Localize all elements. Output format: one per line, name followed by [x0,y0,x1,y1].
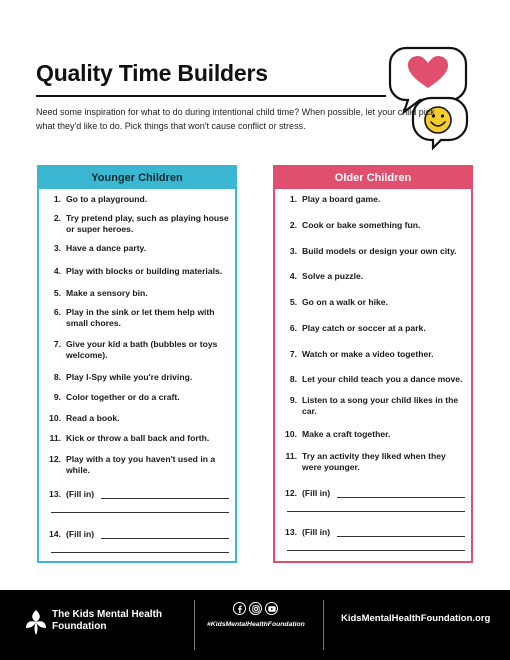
list-item: 2. Cook or bake something fun. [289,220,421,230]
footer [0,590,510,660]
fill-in-item: 13. (Fill in) [285,527,331,537]
page-title: Quality Time Builders [36,60,268,86]
list-item: 8. Play I-Spy while you're driving. [53,372,193,382]
fill-in-line[interactable] [51,552,229,553]
younger-children-heading: Younger Children [39,167,235,189]
list-item: 5. Go on a walk or hike. [289,297,388,307]
list-item: 9. Color together or do a craft. [53,392,180,402]
older-children-heading: Older Children [275,167,471,189]
list-item: 3. Build models or design your own city. [289,246,457,256]
list-item: 2. Try pretend play, such as playing house or super heroes. [53,213,229,234]
older-children-list [273,165,473,563]
organization-name: The Kids Mental Health Foundation [52,609,163,632]
footer-divider [323,600,324,650]
fill-in-line[interactable] [287,550,465,551]
list-item: 11. Try an activity they liked when they were younger. [285,451,446,472]
fill-in-item: 13. (Fill in) [49,489,95,499]
list-item: 12. Play with a toy you haven't used in a while. [49,454,216,475]
list-item: 6. Play in the sink or let them help with small chores. [53,307,215,328]
foundation-logo-icon [24,608,48,636]
facebook-icon[interactable] [233,602,246,615]
list-item: 4. Play with blocks or building materials. [53,266,223,276]
fill-in-line[interactable] [337,497,465,498]
list-item: 11. Kick or throw a ball back and forth. [49,433,210,443]
list-item: 3. Have a dance party. [53,243,147,253]
list-item: 5. Make a sensory bin. [53,288,148,298]
younger-children-list [37,165,237,563]
title-underline [36,95,386,97]
hashtag: #KidsMentalHealthFoundation [207,621,305,628]
fill-in-line[interactable] [101,498,229,499]
list-item: 1. Go to a playground. [53,194,148,204]
chat-bubbles-illustration [376,40,476,150]
list-item: 7. Watch or make a video together. [289,349,434,359]
intro-paragraph: Need some inspiration for what to do during intentional child time? When possible, let your child pick what they'd like to do. Pick things that won't cause conflict or stress. [36,107,435,131]
social-links [233,602,278,615]
fill-in-line[interactable] [51,512,229,513]
list-item: 10. Read a book. [49,413,120,423]
list-item: 10. Make a craft together. [285,429,391,439]
list-item: 6. Play catch or soccer at a park. [289,323,426,333]
youtube-icon[interactable] [265,602,278,615]
fill-in-line[interactable] [101,538,229,539]
list-item: 9. Listen to a song your child likes in the car. [289,395,459,416]
website-link[interactable]: KidsMentalHealthFoundation.org [341,613,491,624]
list-item: 8. Let your child teach you a dance move. [289,374,463,384]
fill-in-item: 14. (Fill in) [49,529,95,539]
fill-in-item: 12. (Fill in) [285,488,331,498]
list-item: 4. Solve a puzzle. [289,271,364,281]
footer-divider [194,600,195,650]
fill-in-line[interactable] [337,536,465,537]
list-item: 7. Give your kid a bath (bubbles or toys welcome). [53,339,218,360]
fill-in-line[interactable] [287,511,465,512]
instagram-icon[interactable] [249,602,262,615]
list-item: 1. Play a board game. [289,194,381,204]
